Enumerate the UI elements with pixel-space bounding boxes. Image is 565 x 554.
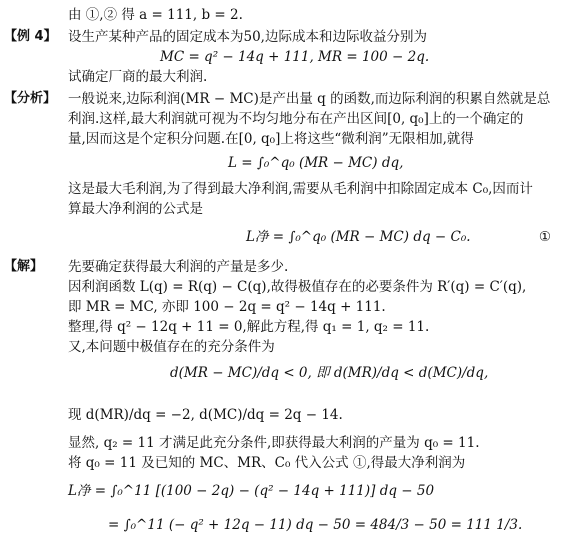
text-line: 一般说来,边际利润(MR − MC)是产出量 q 的函数,而边际利润的积累自然就是总 xyxy=(68,91,551,107)
equation-number: ① xyxy=(538,229,551,245)
text-line: 将 q₀ = 11 及已知的 MC、MR、C₀ 代入公式 ①,得最大净利润为 xyxy=(68,455,466,471)
label-example: 【例 4】 xyxy=(4,29,57,44)
formula-net-profit: L净 = ∫₀^q₀ (MR − MC) dq − C₀. xyxy=(246,229,471,245)
formula-gross-profit: L = ∫₀^q₀ (MR − MC) dq, xyxy=(228,155,404,171)
text-line: 整理,得 q² − 12q + 11 = 0,解此方程,得 q₁ = 1, q₂ = 11. xyxy=(68,319,430,335)
text-line: 量,因而这是个定积分问题.在[0, q₀]上将这些“微利润”无限相加,就得 xyxy=(68,131,474,147)
formula-result: = ∫₀^11 (− q² + 12q − 11) dq − 50 = 484/3 − 50 = 111 1/3. xyxy=(108,517,523,533)
text-line: 算最大净利润的公式是 xyxy=(68,201,203,217)
label-analysis: 【分析】 xyxy=(4,91,57,106)
text-line: 又,本问题中极值存在的充分条件为 xyxy=(68,339,275,355)
text-line: 先要确定获得最大利润的产量是多少. xyxy=(68,259,289,275)
label-solution: 【解】 xyxy=(4,259,44,274)
text-line: 显然, q₂ = 11 才满足此充分条件,即获得最大利润的产量为 q₀ = 11. xyxy=(68,435,480,451)
formula-substitution: L净 = ∫₀^11 [(100 − 2q) − (q² − 14q + 111)] dq − 50 xyxy=(68,483,435,499)
formula-mc-mr: MC = q² − 14q + 111, MR = 100 − 2q. xyxy=(160,49,430,65)
formula-derivatives: 现 d(MR)/dq = −2, d(MC)/dq = 2q − 14. xyxy=(68,407,343,423)
text-line: 这是最大毛利润,为了得到最大净利润,需要从毛利润中扣除固定成本 C₀,因而计 xyxy=(68,181,533,197)
formula-sufficient-condition: d(MR − MC)/dq < 0, 即 d(MR)/dq < d(MC)/dq, xyxy=(170,365,489,381)
text-line: 设生产某种产品的固定成本为50,边际成本和边际收益分别为 xyxy=(68,29,427,45)
text-line: 由 ①,② 得 a = 111, b = 2. xyxy=(68,7,243,23)
text-line: 试确定厂商的最大利润. xyxy=(68,69,208,85)
text-line: 即 MR = MC, 亦即 100 − 2q = q² − 14q + 111. xyxy=(68,299,386,315)
text-line: 因利润函数 L(q) = R(q) − C(q),故得极值存在的必要条件为 R′(q) = C′(q), xyxy=(68,279,527,295)
text-line: 利润.这样,最大利润就可视为不均匀地分布在产出区间[0, q₀]上的一个确定的 xyxy=(68,111,524,127)
